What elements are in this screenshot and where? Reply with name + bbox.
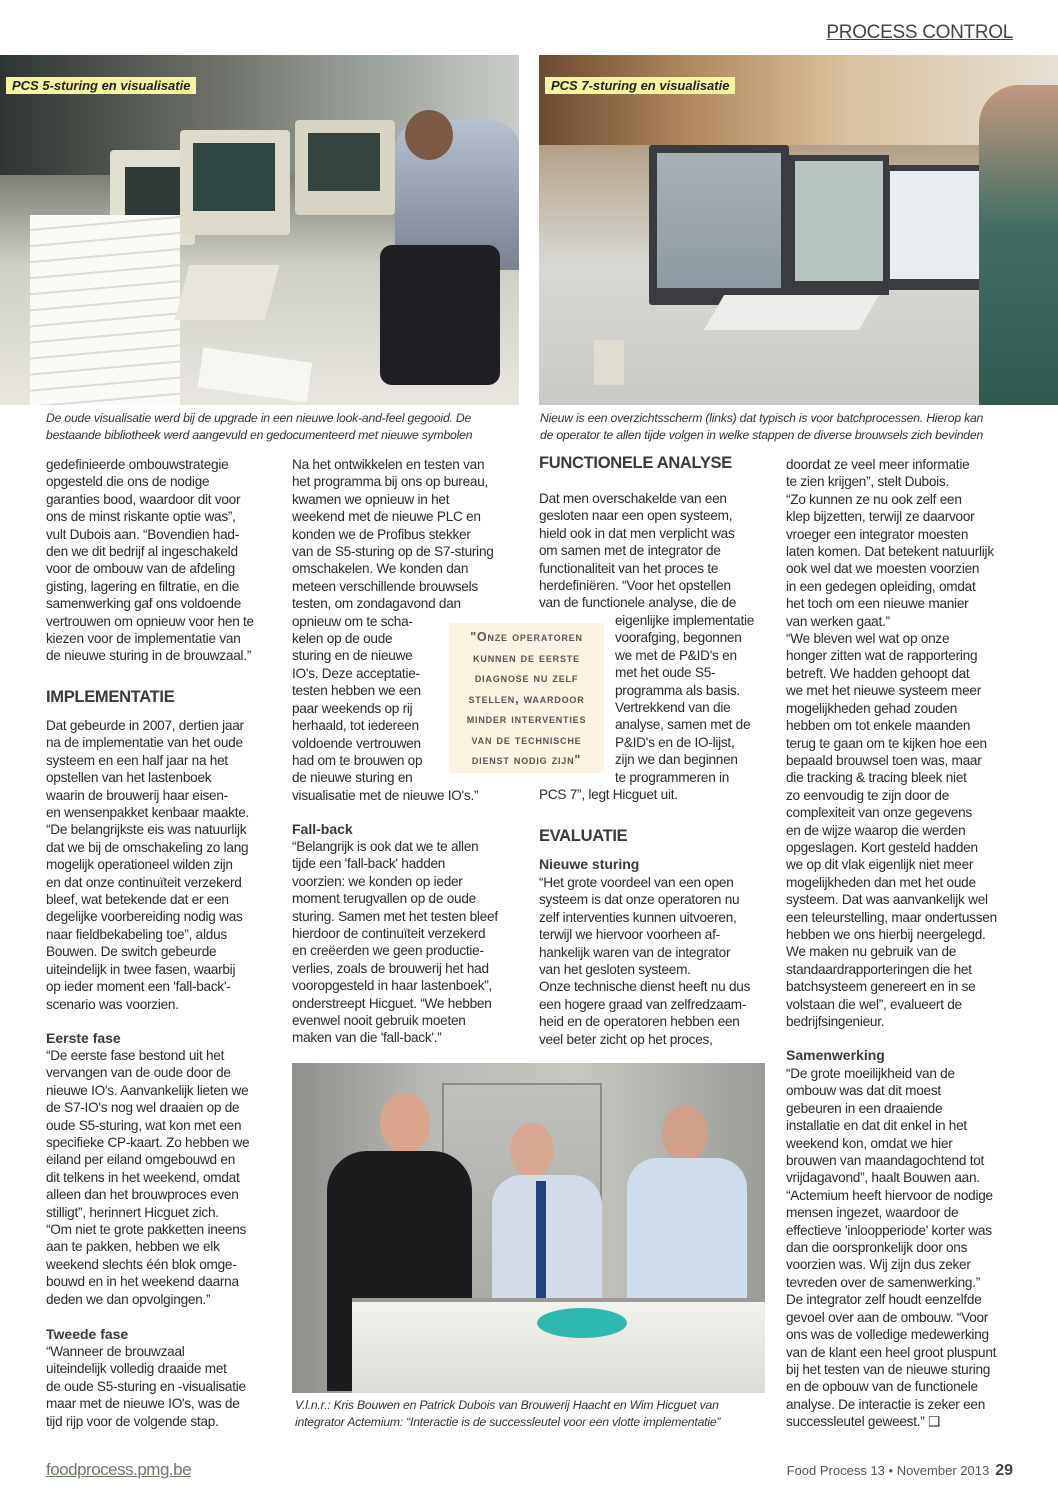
text-line: effectieve 'inloopperiode' korter was — [786, 1222, 992, 1238]
text-line: Vertrekkend van die — [615, 700, 731, 716]
text-line: visualisatie met de nieuwe IO's.” — [292, 787, 479, 803]
text-line: dienst nodig zijn" — [471, 753, 582, 767]
text-line: sturing en de nieuwe — [292, 648, 413, 664]
text-line: uiteindelijk volledig draaide met — [46, 1361, 227, 1377]
text-line: testen hebben we een — [292, 683, 421, 699]
text-line: van de functionele analyse, die de — [539, 595, 737, 611]
text-line: van het gesloten systeem. — [539, 962, 691, 978]
text-line: gesloten naar een open systeem, — [539, 508, 733, 524]
issue-info — [787, 1462, 1013, 1480]
text-line: successleutel geweest.” ❑ — [786, 1414, 941, 1430]
caption-line: de operator te allen tijde volgen in welke stappen de diverse brouwsels zich bevinden — [540, 428, 984, 442]
text-line: brouwen van maandagochtend tot — [786, 1153, 985, 1169]
text-line: opgesteld die ons de nodige — [46, 474, 210, 490]
text-line: gedefinieerde ombouwstrategie — [46, 457, 229, 472]
caption-line: bestaande bibliotheek werd aangevuld en gedocumenteerd met nieuwe symbolen — [46, 428, 473, 442]
text-line: opstellen van het lastenboek — [46, 770, 212, 786]
text-line: zo eenvoudig te zijn door de — [786, 787, 950, 803]
text-line: die tracking & tracing bleek niet — [786, 770, 967, 786]
text-line: en creëerden we geen productie- — [292, 943, 484, 959]
subheading: Fall-back — [292, 821, 353, 837]
text-line: en de wijze waarop die werden — [786, 822, 966, 838]
text-line: degelijke voorbereiding nodig was — [46, 909, 243, 925]
body-text — [46, 1343, 246, 1430]
text-line: te programmeren in — [615, 769, 730, 785]
subheading: Nieuwe sturing — [539, 856, 640, 872]
text-line: de nieuwe sturing in de brouwzaal.” — [46, 648, 252, 664]
text-line: sturing. Samen met het testen bleef — [292, 908, 498, 924]
photo-tag: PCS 5-sturing en visualisatie — [6, 77, 196, 94]
text-line: dit telkens in het weekend, omdat — [46, 1169, 240, 1185]
text-line: bouwd en in het weekend daarna — [46, 1274, 239, 1290]
text-line: vrijdagavond”, haalt Bouwen aan. — [786, 1170, 980, 1186]
text-line: diagnose nu zelf — [474, 671, 579, 685]
text-line: “We bleven wel wat op onze — [786, 631, 950, 647]
text-line: vroeger een integrator moesten — [786, 526, 969, 542]
text-line: om samen met de integrator de — [539, 543, 721, 559]
text-line: het programma bij ons op bureau, — [292, 474, 489, 490]
text-line: analyse, samen met de — [615, 717, 751, 733]
text-line: aan te pakken, hebben we elk — [46, 1239, 220, 1255]
text-line: voor de ombouw van de afdeling — [46, 561, 235, 577]
body-text — [786, 1065, 996, 1431]
text-line: voorzien: we konden op ieder — [292, 873, 463, 889]
text-line: opgeslagen. Kort gesteld hadden — [786, 839, 978, 855]
section-heading: IMPLEMENTATIE — [46, 688, 175, 706]
text-line: konden we de Profibus stekker — [292, 526, 471, 542]
text-line: “Actemium heeft hiervoor de nodige — [786, 1187, 993, 1203]
text-line: kiezen voor de implementatie van — [46, 631, 241, 647]
text-line: Bouwen. De switch gebeurde — [46, 944, 217, 960]
text-line: kelen op de oude — [292, 631, 393, 647]
body-text — [786, 456, 997, 1030]
text-line: hebben we ons hierbij neergelegd. — [786, 926, 986, 942]
text-line: specifieke CP-kaart. Zo hebben we — [46, 1135, 250, 1151]
photo-pcs7 — [539, 55, 1058, 405]
body-text — [46, 717, 249, 1013]
photo-team — [292, 1063, 765, 1393]
text-line: ons was de volledige medewerking — [786, 1327, 989, 1343]
text-line: verlies, zoals de brouwerij het had — [292, 960, 489, 976]
text-line: deden we dan opvolgingen.” — [46, 1291, 211, 1307]
photo-caption — [295, 1397, 720, 1431]
text-line: eiland per eiland omgebouwd en — [46, 1152, 235, 1168]
text-line: mogelijkheden dan met het oude — [786, 874, 976, 890]
text-line: omschakelen. We konden dan — [292, 561, 469, 577]
text-line: en dat onze continuïteit verzekerd — [46, 874, 242, 890]
text-line: herdefiniëren. “Voor het opstellen — [539, 578, 731, 594]
text-line: “Om niet te grote pakketten ineens — [46, 1222, 247, 1238]
text-line: oude S5-sturing, wat kon met een — [46, 1117, 242, 1133]
text-line: van werken gaat.” — [786, 613, 890, 629]
text-line: den we dit bedrijf al ingeschakeld — [46, 544, 238, 560]
text-line: scenario was voorzien. — [46, 996, 179, 1012]
text-line: gebeuren in een draaiende — [786, 1100, 943, 1116]
text-line: waarin de brouwerij haar eisen- — [46, 787, 228, 803]
text-line: Dat gebeurde in 2007, dertien jaar — [46, 718, 244, 733]
text-line: “Het grote voordeel van een open — [539, 875, 734, 890]
text-line: na de implementatie van het oude — [46, 735, 243, 751]
text-line: “De belangrijkste eis was natuurlijk — [46, 822, 247, 838]
text-line: batchsysteem genereert en in se — [786, 979, 976, 995]
text-line: weekend met de nieuwe PLC en — [292, 509, 481, 525]
text-line: op ieder moment een 'fall-back'- — [46, 979, 231, 995]
text-line: maken van die 'fall-back'.” — [292, 1030, 442, 1046]
text-line: gisting, lagering en filtratie, en die — [46, 578, 240, 594]
section-heading: EVALUATIE — [539, 827, 628, 845]
text-line: uiteindelijk in twee fasen, waarbij — [46, 961, 236, 977]
body-text — [46, 456, 254, 665]
text-line: “De eerste fase bestond uit het — [46, 1048, 225, 1063]
text-line: voldoende vertrouwen — [292, 735, 421, 751]
text-line: terwijl we hiervoor voorheen af- — [539, 927, 720, 943]
text-line: mogelijk operationeel wilden zijn — [46, 857, 233, 873]
text-line: bedrijfsingenieur. — [786, 1014, 885, 1029]
text-line: standaardrapporteringen die het — [786, 961, 972, 977]
text-line: dan die oorspronkelijk door ons — [786, 1240, 968, 1256]
text-line: opnieuw om te scha- — [292, 613, 413, 629]
text-line: eigenlijke implementatie — [615, 613, 755, 628]
text-line: van de S5-sturing op de S7-sturing — [292, 544, 494, 560]
text-line: vooropgesteld in haar lastenboek”, — [292, 978, 493, 994]
text-line: analyse. De interactie is zeker een — [786, 1396, 986, 1412]
text-line: had om te brouwen op — [292, 752, 423, 768]
text-line: we met de P&ID's en — [615, 647, 737, 663]
text-line: maar met de nieuwe IO's, was de — [46, 1396, 240, 1412]
text-line: PCS 7”, legt Hicguet uit. — [539, 787, 678, 802]
text-line: een hogere graad van zelfredzaam- — [539, 996, 747, 1012]
body-text — [539, 874, 750, 1048]
text-line: de nieuwe sturing en — [292, 770, 413, 786]
text-line: De integrator zelf houdt eenzelfde — [786, 1292, 982, 1308]
body-text — [292, 838, 498, 1047]
text-line: garanties bood, waardoor dit voor — [46, 491, 241, 507]
text-line: testen, om zondagavond dan — [292, 596, 461, 612]
text-line: systeem is dat onze operatoren nu — [539, 892, 740, 908]
photo-caption — [46, 410, 472, 444]
text-line: de S7-IO's nog wel draaien op de — [46, 1100, 240, 1116]
body-text — [615, 612, 754, 786]
text-line: Na het ontwikkelen en testen van — [292, 457, 485, 472]
text-line: paar weekends op rij — [292, 700, 413, 716]
subheading: Samenwerking — [786, 1047, 885, 1063]
text-line: in een gedegen opleiding, omdat — [786, 578, 976, 594]
text-line: voorzien was. Wij zijn dus zeker — [786, 1257, 971, 1273]
subheading: Tweede fase — [46, 1326, 129, 1342]
text-line: hierdoor de continuïteit verzekerd — [292, 926, 486, 942]
text-line: heid en de operatoren hebben een — [539, 1014, 740, 1030]
text-line: functionaliteit van het proces te — [539, 560, 719, 576]
text-line: “Wanneer de brouwzaal — [46, 1344, 185, 1359]
text-line: voorafging, begonnen — [615, 630, 742, 646]
text-line: we met het nieuwe systeem meer — [786, 683, 981, 699]
text-line: hebben om tot enkele maanden — [786, 718, 971, 734]
text-line: terug te gaan om te kijken hoe een — [786, 735, 987, 751]
text-line: stellen, waardoor — [468, 691, 585, 706]
text-line: installatie en dat dit enkel in het — [786, 1118, 967, 1134]
subheading: Eerste fase — [46, 1030, 121, 1046]
text-line: moment terugvallen op de oude — [292, 891, 476, 907]
page-number: 29 — [995, 1462, 1013, 1479]
text-line: ons de minst riskante optie was”, — [46, 509, 236, 525]
text-line: mogelijkheden gehad zouden — [786, 700, 958, 716]
text-line: P&ID's en de IO-lijst, — [615, 734, 735, 750]
text-line: kwamen we opnieuw in het — [292, 491, 450, 507]
text-line: een teleurstelling, maar ondertussen — [786, 909, 997, 925]
text-line: met het oude S5- — [615, 665, 716, 681]
text-line: tevreden over de samenwerking.” — [786, 1274, 980, 1290]
text-line: veel beter zicht op het proces, — [539, 1031, 713, 1047]
text-line: doordat ze veel meer informatie — [786, 457, 970, 472]
caption-line: V.l.n.r.: Kris Bouwen en Patrick Dubois van Brouwerij Haacht en Wim Hicguet van — [295, 1398, 719, 1412]
text-line: “De grote moeilijkheid van de — [786, 1066, 955, 1081]
text-line: bleef, wat betekende dat er een — [46, 892, 229, 908]
text-line: en wensenpakket kenbaar maakte. — [46, 805, 250, 821]
text-line: dat we bij de omschakeling zo lang — [46, 839, 249, 855]
text-line: systeem. Dat was aanvankelijk wel — [786, 892, 988, 908]
text-line: ombouw was dat dit moest — [786, 1083, 941, 1099]
text-line: honger zitten wat de rapportering — [786, 648, 978, 664]
text-line: hankelijk waren van de integrator — [539, 944, 731, 960]
text-line: Dat men overschakelde van een — [539, 491, 727, 506]
text-line: de oude S5-sturing en -visualisatie — [46, 1378, 246, 1394]
text-line: alleen dan het brouwproces even — [46, 1187, 239, 1203]
text-line: betreft. We hadden gehoopt dat — [786, 665, 970, 681]
text-line: “Belangrijk is ook dat we te allen — [292, 839, 479, 854]
text-line: systeem en een half jaar na het — [46, 752, 228, 768]
text-line: Onze technische dienst heeft nu dus — [539, 979, 751, 995]
text-line: "Onze operatoren — [470, 630, 583, 644]
text-line: vervangen van de oude door de — [46, 1065, 231, 1081]
text-line: herhaald, tot iedereen — [292, 718, 419, 734]
section-header: PROCESS CONTROL — [826, 22, 1013, 43]
photo-pcs5 — [0, 55, 519, 405]
text-line: samenwerking gaf ons voldoende — [46, 596, 242, 612]
body-text — [539, 786, 678, 803]
body-text — [46, 1047, 249, 1308]
text-line: weekend kon, omdat we hier — [786, 1135, 953, 1151]
text-line: van de technische — [471, 732, 582, 747]
text-line: mensen ingezet, waardoor de — [786, 1205, 959, 1221]
text-line: minder interventies — [466, 712, 587, 726]
text-line: tijd rijp voor de volgende stap. — [46, 1413, 219, 1429]
photo-caption — [540, 410, 983, 444]
text-line: naar fieldbekabeling toe”, aldus — [46, 926, 227, 942]
text-line: kunnen de eerste — [473, 650, 580, 665]
text-line: programma als basis. — [615, 682, 740, 698]
body-text — [539, 490, 736, 612]
text-line: meteen verschillende brouwsels — [292, 578, 478, 594]
text-line: bepaald brouwsel toen was, maar — [786, 752, 982, 768]
text-line: onderstreept Hicguet. “We hebben — [292, 995, 492, 1011]
text-line: gevoel over aan de ombouw. “Voor — [786, 1309, 989, 1325]
caption-line: integrator Actemium: “Interactie is de successleutel voor een vlotte implementatie” — [295, 1415, 721, 1429]
text-line: IO's. Deze acceptatie- — [292, 665, 420, 681]
text-line: van de klant een heel groot pluspunt — [786, 1344, 997, 1360]
issue-label: Food Process 13 • November 2013 — [786, 1463, 990, 1478]
text-line: ook wel dat we moesten voorzien — [786, 561, 980, 577]
text-line: complexiteit van onze gegevens — [786, 805, 972, 821]
text-line: het toch om een nieuwe manier — [786, 596, 969, 612]
text-line: tijde een 'fall-back' hadden — [292, 856, 446, 872]
photo-tag: PCS 7-sturing en visualisatie — [545, 77, 735, 94]
caption-line: De oude visualisatie werd bij de upgrade in een nieuwe look-and-feel gegooid. De — [46, 411, 472, 425]
text-line: zijn we dan beginnen — [615, 752, 738, 768]
text-line: klep bijzetten, terwijl ze daarvoor — [786, 509, 975, 525]
website-link[interactable]: foodprocess.pmg.be — [46, 1460, 192, 1479]
text-line: hield ook in dat men verplicht was — [539, 525, 735, 541]
text-line: zelf interventies kunnen uitvoeren, — [539, 909, 737, 925]
text-line: vult Dubois aan. “Bovendien had- — [46, 526, 240, 542]
text-line: “Zo kunnen ze nu ook zelf een — [786, 491, 962, 507]
text-line: nieuwe IO's. Aanvankelijk lieten we — [46, 1082, 249, 1098]
text-line: evenwel nooit gebruik moeten — [292, 1013, 466, 1029]
text-line: volstaan die wel”, evalueert de — [786, 996, 962, 1012]
section-heading: FUNCTIONELE ANALYSE — [539, 454, 732, 472]
pull-quote — [449, 623, 604, 773]
text-line: stilligt”, herinnert Hicguet zich. — [46, 1204, 219, 1220]
text-line: We maken nu gebruik van de — [786, 944, 957, 960]
caption-line: Nieuw is een overzichtsscherm (links) dat typisch is voor batchprocessen. Hierop kan — [540, 411, 984, 425]
text-line: laten komen. Dat betekent natuurlijk — [786, 544, 994, 560]
text-line: we op dit vlak eigenlijk niet meer — [786, 857, 974, 873]
text-line: en de opbouw van de functionele — [786, 1379, 978, 1395]
text-line: vertrouwen om opnieuw voor hen te — [46, 613, 254, 629]
text-line: bij het testen van de nieuwe sturing — [786, 1361, 991, 1377]
text-line: weekend slechts één blok omge- — [46, 1256, 237, 1272]
text-line: te zien krijgen”, stelt Dubois. — [786, 474, 950, 490]
